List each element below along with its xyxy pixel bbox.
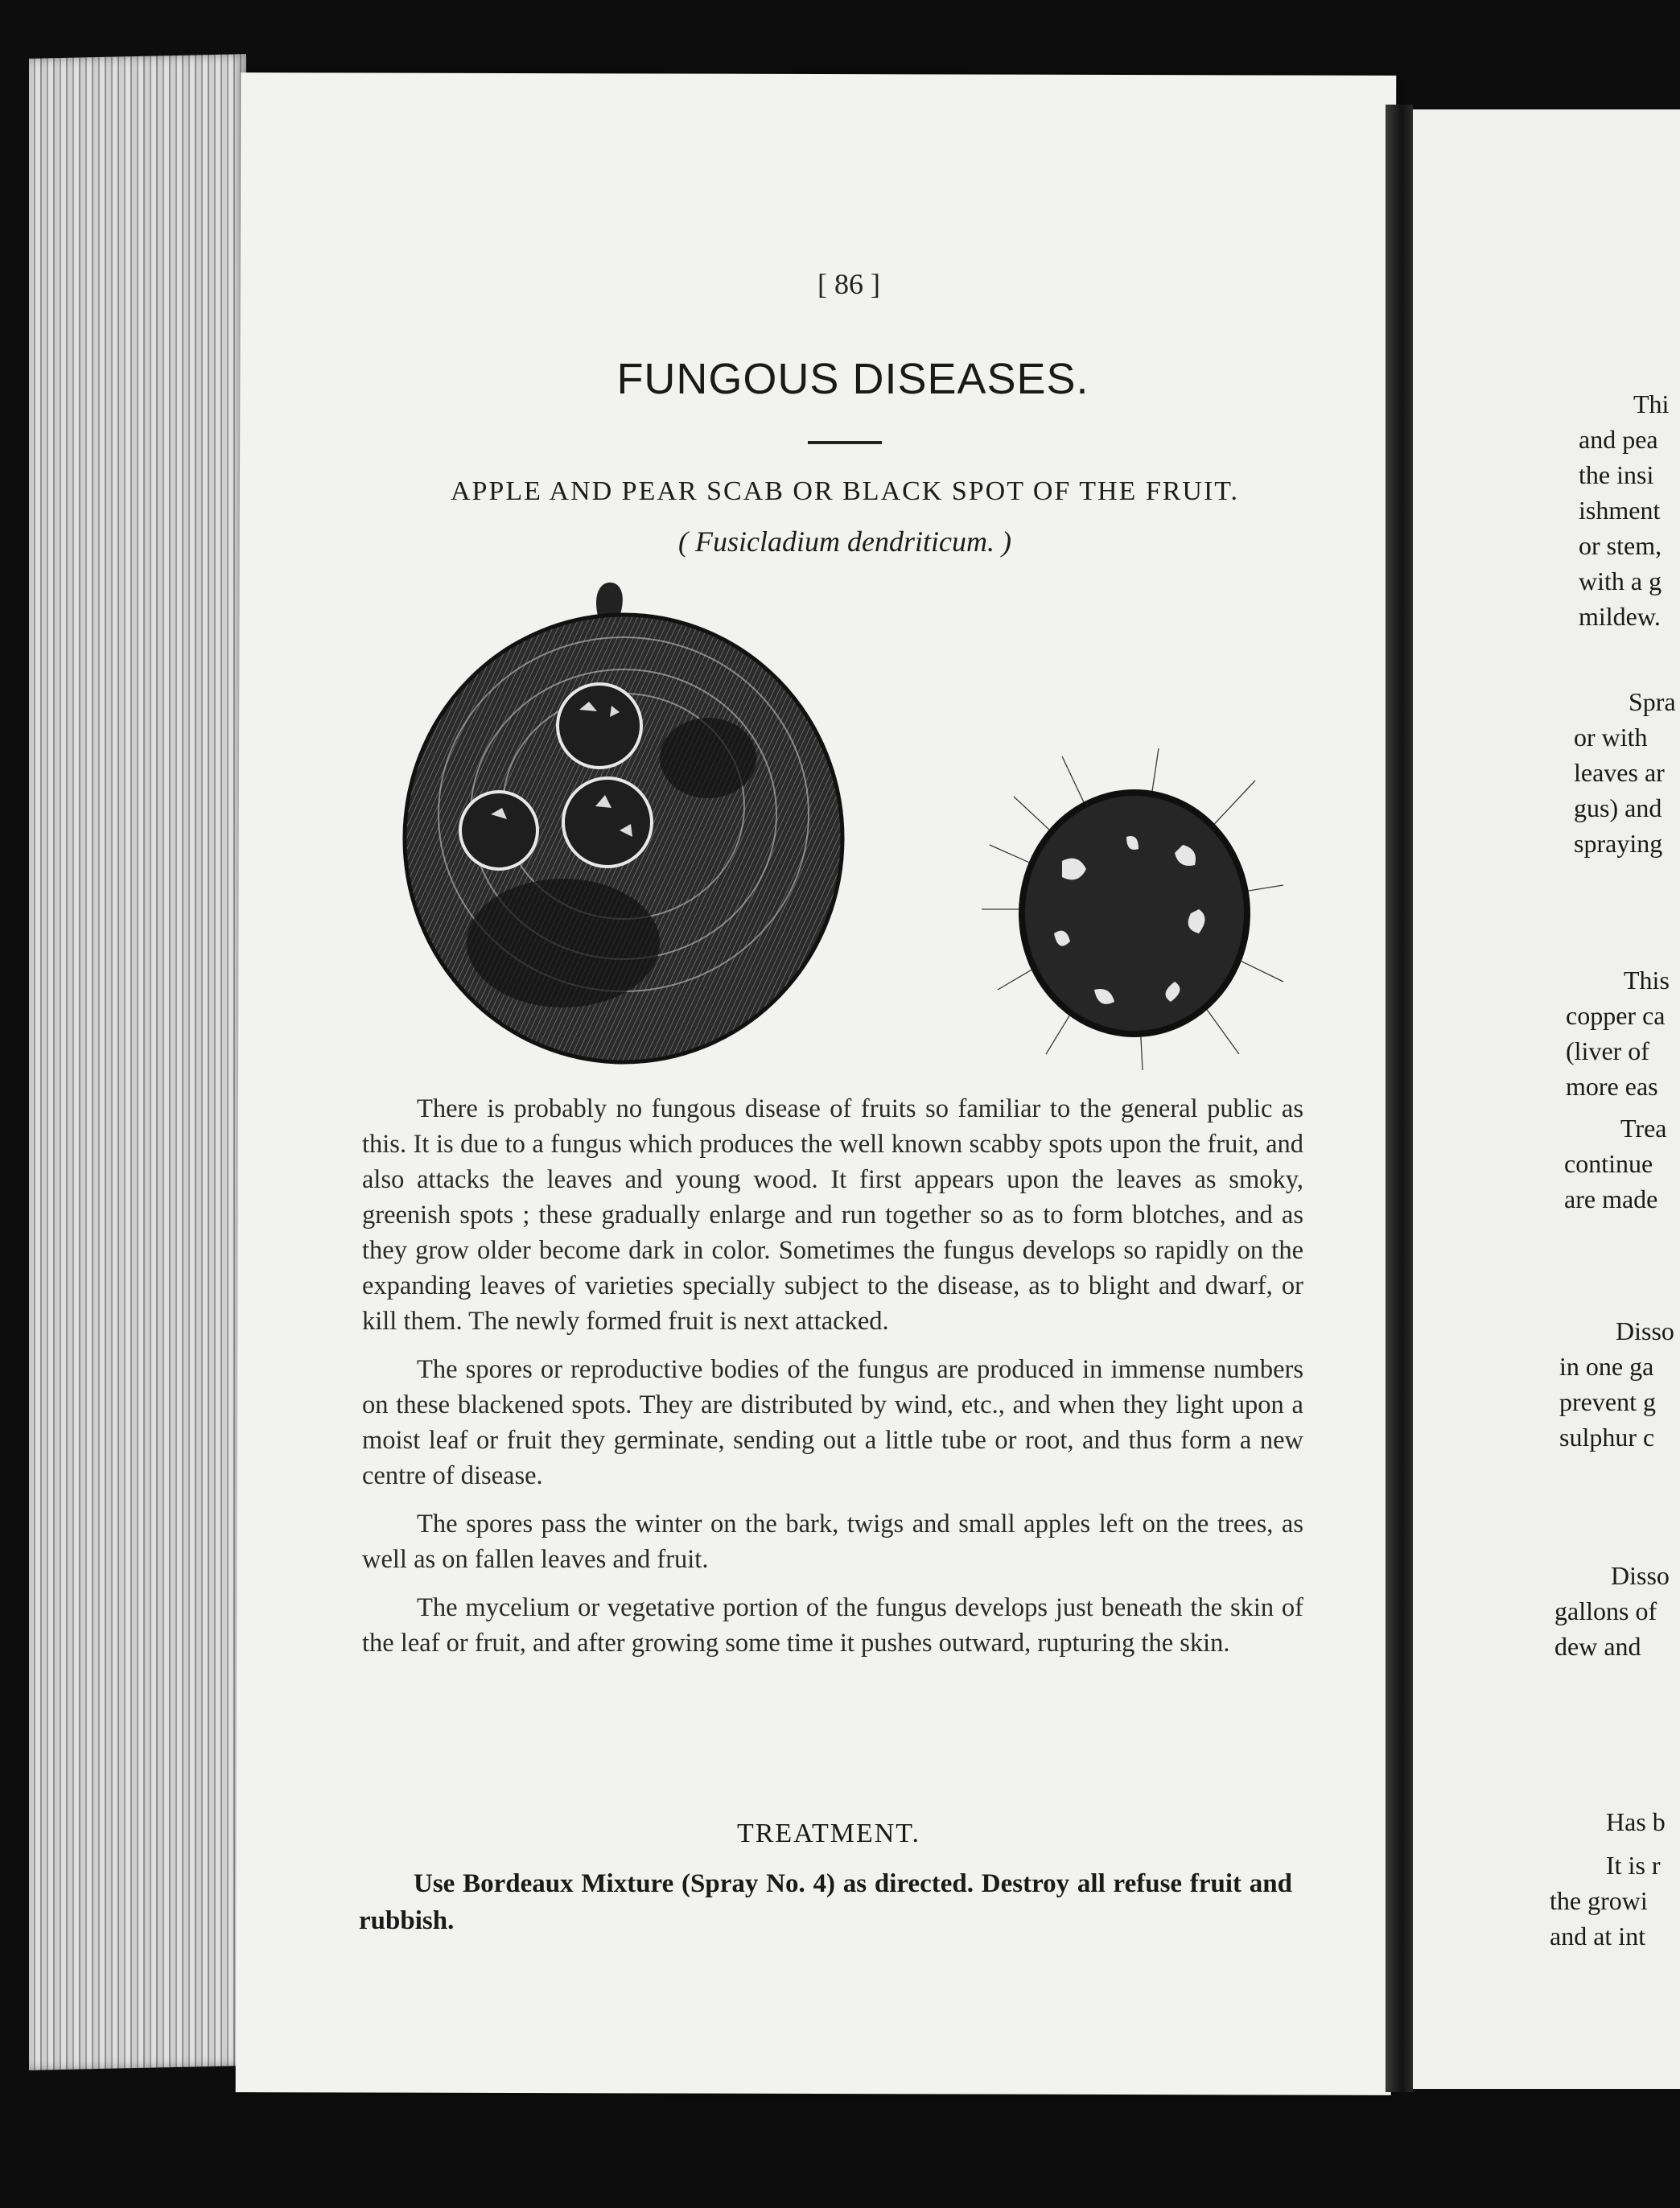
right-fragment: more eas	[1566, 1072, 1658, 1101]
right-fragment: and at int	[1550, 1922, 1646, 1951]
right-fragment: Thi	[1633, 389, 1670, 418]
section-subtitle: APPLE AND PEAR SCAB OR BLACK SPOT OF THE FRUIT.	[450, 476, 1240, 506]
right-fragment: It is r	[1606, 1851, 1661, 1880]
right-fragment: the insi	[1579, 460, 1654, 489]
right-fragment: (liver of	[1566, 1036, 1649, 1065]
right-fragment: sulphur c	[1559, 1423, 1655, 1452]
book-page-edges	[29, 54, 246, 2070]
right-fragment: Has b	[1606, 1807, 1666, 1836]
right-fragment: in one ga	[1559, 1352, 1654, 1381]
body-text	[362, 1091, 1303, 1674]
apple-scab-illustration	[402, 573, 877, 1072]
title-rule	[808, 441, 882, 444]
page-number: [ 86 ]	[817, 268, 880, 300]
paragraph: The mycelium or vegetative portion of the fungus develops just beneath the skin of the leaf or fruit, and after growing some time it pushes outward, rupturing the skin.	[362, 1593, 1303, 1658]
right-fragment: Disso	[1611, 1561, 1670, 1590]
right-fragment: This	[1624, 966, 1670, 995]
right-fragment: leaves ar	[1574, 758, 1665, 787]
right-fragment: or with	[1574, 723, 1648, 752]
paragraph: There is probably no fungous disease of fruits so familiar to the general public as this. It is due to a fungus which produces the well known scabby spots upon the fruit, and also attacks the leaves and young wood. It first appears upon the leaves as smoky, greenish spots ; these gradually enlarge and run together so as to form blotches, and as they grow older become dark in color. Sometimes the fungus develops so rapidly on the expanding leaves of varieties specially subject to the disease, as to blight and dwarf, or kill them. The newly formed fruit is next attacked.	[362, 1094, 1303, 1336]
right-fragment: the growi	[1550, 1886, 1648, 1915]
right-fragment: gallons of	[1554, 1596, 1657, 1625]
paragraph: The spores or reproductive bodies of the fungus are produced in immense numbers on these blackened spots. They are distributed by wind, etc., and when they light upon a moist leaf or fruit they germinate, sending out a little tube or root, and thus form a new centre of disease.	[362, 1355, 1303, 1490]
species-name: ( Fusicladium dendriticum. )	[678, 525, 1011, 558]
right-fragment: mildew.	[1579, 602, 1661, 631]
right-fragment: continue	[1564, 1149, 1653, 1178]
right-fragment: Spra	[1629, 687, 1676, 716]
scab-spot-detail-illustration	[982, 748, 1287, 1070]
right-fragment: spraying	[1574, 829, 1663, 858]
book-gutter	[1386, 105, 1413, 2092]
right-fragment: Disso	[1616, 1316, 1674, 1345]
right-fragment: ishment	[1579, 496, 1661, 525]
page-title: FUNGOUS DISEASES.	[616, 355, 1089, 403]
right-fragment: gus) and	[1574, 793, 1662, 822]
right-fragment: prevent g	[1559, 1387, 1656, 1416]
right-fragment: are made	[1564, 1184, 1658, 1213]
paragraph: The spores pass the winter on the bark, twigs and small apples left on the trees, as well as on fallen leaves and fruit.	[362, 1510, 1303, 1574]
right-fragment: copper ca	[1566, 1001, 1666, 1030]
right-fragment: and pea	[1579, 425, 1658, 454]
right-fragment: or stem,	[1579, 531, 1662, 560]
right-fragment: Trea	[1620, 1114, 1667, 1143]
treatment-heading: TREATMENT.	[736, 1819, 921, 1848]
treatment-paragraph: Use Bordeaux Mixture (Spray No. 4) as directed. Destroy all refuse fruit and rubbish.	[359, 1869, 1292, 1935]
right-fragment: with a g	[1579, 566, 1662, 595]
treatment-text	[359, 1865, 1292, 1939]
right-fragment: dew and	[1554, 1632, 1641, 1661]
